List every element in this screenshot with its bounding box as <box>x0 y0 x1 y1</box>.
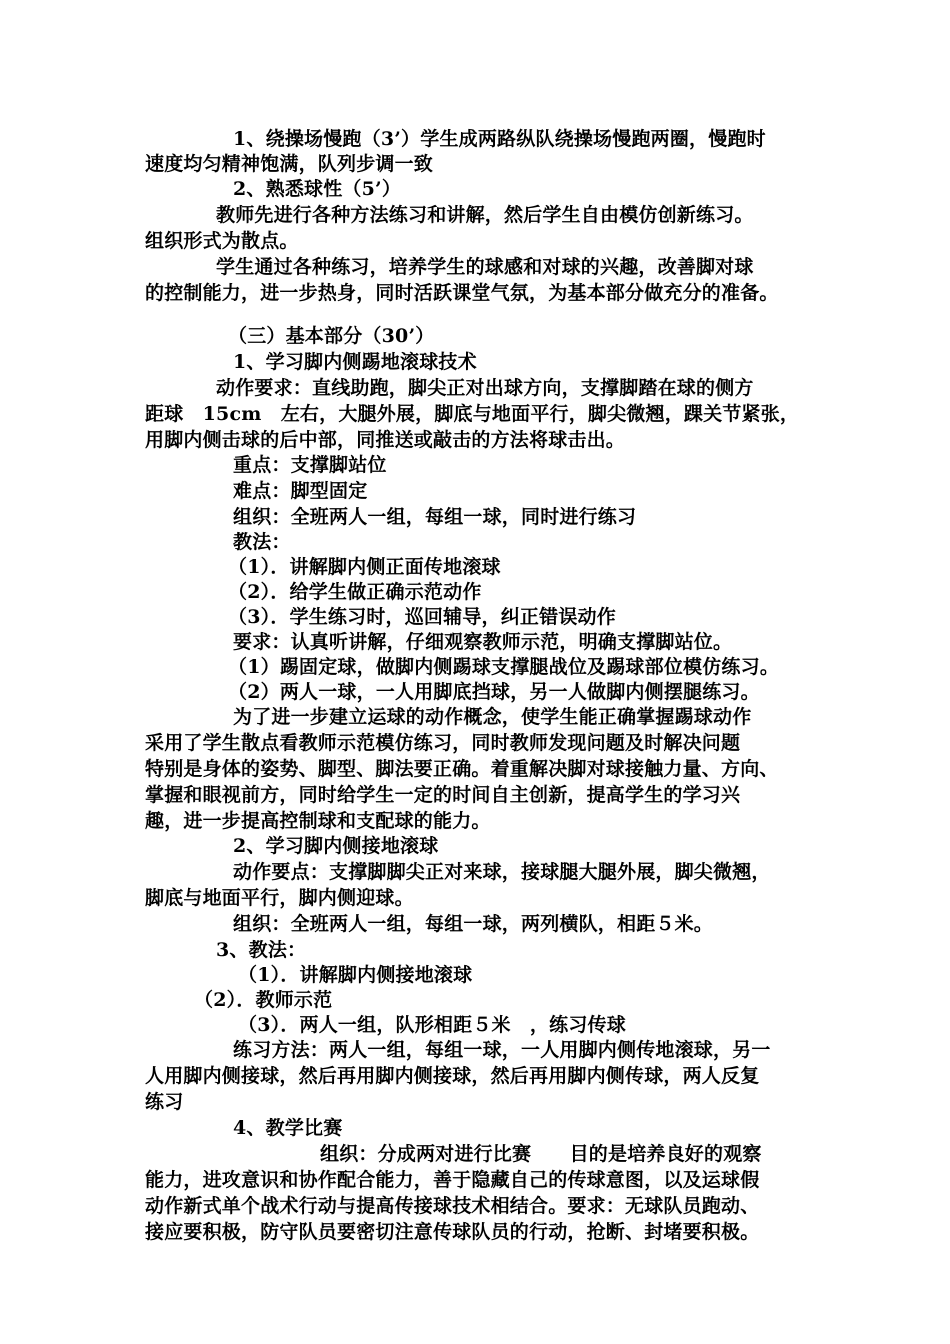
text-line: 脚底与地面平行，脚内侧迎球。 <box>145 887 414 909</box>
text-line: （2）．教师示范 <box>194 989 333 1011</box>
text-line: 的控制能力，进一步热身，同时活跃课堂气氛，为基本部分做充分的准备。 <box>145 282 779 304</box>
text-line: 动作要点：支撑脚脚尖正对来球，接球腿大腿外展，脚尖微翘， <box>233 861 771 883</box>
text-line: 组织：全班两人一组，每组一球，两列横队，相距５米。 <box>233 913 714 935</box>
text-line: 动作新式单个战术行动与提高传接球技术相结合。要求：无球队员跑动、 <box>145 1195 760 1217</box>
text-line: 教师先进行各种方法练习和讲解，然后学生自由模仿创新练习。 <box>216 204 754 226</box>
text-line: 练习方法：两人一组，每组一球，一人用脚内侧传地滚球，另一 <box>233 1039 771 1061</box>
text-line: 能力，进攻意识和协作配合能力，善于隐藏自己的传球意图，以及运球假 <box>145 1169 760 1191</box>
text-line: 学生通过各种练习，培养学生的球感和对球的兴趣，改善脚对球 <box>216 256 754 278</box>
text-line: 特别是身体的姿势、脚型、脚法要正确。着重解决脚对球接触力量、方向、 <box>145 758 779 780</box>
text-line: （1）．讲解脚内侧接地滚球 <box>238 964 473 986</box>
section-heading: （三）基本部分（30’） <box>228 325 435 347</box>
text-line: 1、学习脚内侧踢地滚球技术 <box>233 351 477 373</box>
text-line: 难点：脚型固定 <box>233 480 368 502</box>
text-line: 组织：全班两人一组，每组一球，同时进行练习 <box>233 506 637 528</box>
text-line: （2）．给学生做正确示范动作 <box>228 581 482 603</box>
text-line: 要求：认真听讲解，仔细观察教师示范，明确支撑脚站位。 <box>233 631 733 653</box>
text-line: 动作要求：直线助跑，脚尖正对出球方向，支撑脚踏在球的侧方 <box>216 377 754 399</box>
text-line: 4、教学比赛 <box>233 1117 343 1139</box>
text-line: 3、教法： <box>216 939 307 961</box>
text-line: （1）．讲解脚内侧正面传地滚球 <box>228 556 501 578</box>
text-line: 趣，进一步提高控制球和支配球的能力。 <box>145 810 491 832</box>
text-line: 重点：支撑脚站位 <box>233 454 387 476</box>
text-line: （3）．两人一组，队形相距５米 ，练习传球 <box>238 1014 626 1036</box>
text-line: （2）两人一球，一人用脚底挡球，另一人做脚内侧摆腿练习。 <box>228 681 760 703</box>
text-line: 速度均匀精神饱满，队列步调一致 <box>145 153 434 175</box>
text-line: 用脚内侧击球的后中部，同推送或敲击的方法将球击出。 <box>145 429 626 451</box>
text-line: 组织形式为散点。 <box>145 230 299 252</box>
text-line: 距球 15cm 左右，大腿外展，脚底与地面平行，脚尖微翘，踝关节紧张， <box>145 403 800 425</box>
text-line: （3）．学生练习时，巡回辅导，纠正错误动作 <box>228 606 616 628</box>
text-line: （1）踢固定球，做脚内侧踢球支撑腿战位及踢球部位模仿练习。 <box>228 656 780 678</box>
text-line: 1、绕操场慢跑（3’）学生成两路纵队绕操场慢跑两圈，慢跑时 <box>233 128 766 150</box>
text-line: 掌握和眼视前方，同时给学生一定的时间自主创新，提高学生的学习兴 <box>145 784 741 806</box>
text-line: 组织：分成两对进行比赛 目的是培养良好的观察 <box>320 1143 762 1165</box>
text-line: 教法： <box>233 531 291 553</box>
text-line: 2、学习脚内侧接地滚球 <box>233 835 439 857</box>
text-line: 2、熟悉球性（5’） <box>233 178 402 200</box>
text-line: 采用了学生散点看教师示范模仿练习，同时教师发现问题及时解决问题 <box>145 732 741 754</box>
text-line: 为了进一步建立运球的动作概念，使学生能正确掌握踢球动作 <box>233 706 752 728</box>
text-line: 练习 <box>145 1091 184 1113</box>
text-line: 人用脚内侧接球，然后再用脚内侧接球，然后再用脚内侧传球，两人反复 <box>145 1065 760 1087</box>
text-line: 接应要积极，防守队员要密切注意传球队员的行动，抢断、封堵要积极。 <box>145 1221 760 1243</box>
